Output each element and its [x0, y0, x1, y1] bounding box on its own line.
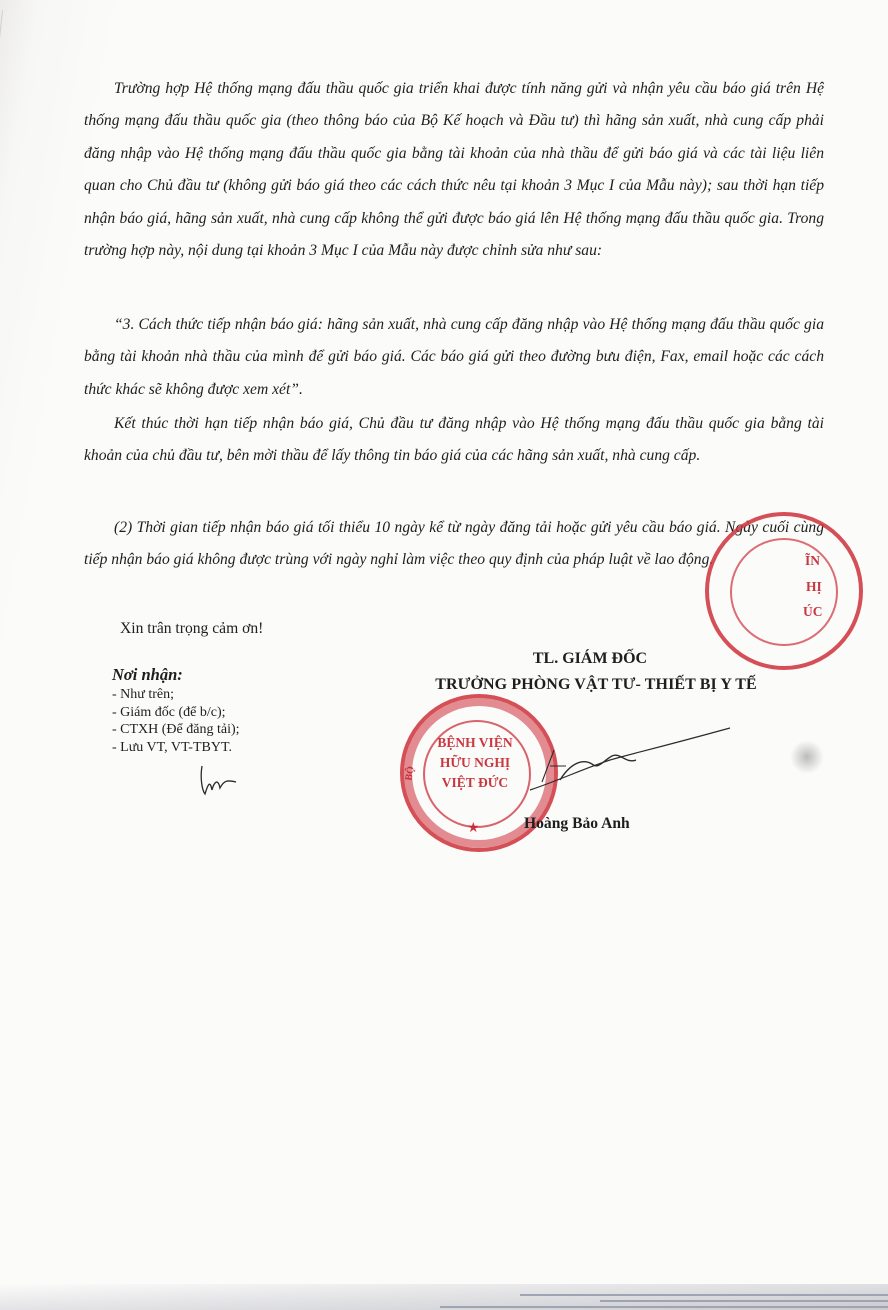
paragraph-quote-method: [84, 309, 824, 406]
hospital-seal-edge-inner-ring: [730, 538, 838, 646]
handwritten-signature: [500, 720, 740, 810]
scan-bottom-edge: [0, 1284, 888, 1310]
seal-side-text: BỘ: [403, 765, 417, 782]
signer-title-line1: TL. GIÁM ĐỐC: [532, 650, 648, 667]
initials-signature: [196, 760, 242, 800]
paragraph-text: “3. Cách thức tiếp nhận báo giá: hãng sản xuất, nhà cung cấp đăng nhập vào Hệ thống mạng đấu thầu quốc gia bằng tài khoản nhà thầu của mình để gửi báo giá. Các báo giá gửi theo đường bưu điện, Fax, email hoặc các cách thức khác sẽ không được xem xét”.: [84, 316, 824, 398]
paragraph-text: (2) Thời gian tiếp nhận báo giá tối thiểu 10 ngày kể từ ngày đăng tải hoặc gửi yêu cầu báo giá. Ngày cuối cùng tiếp nhận báo giá không được trùng với ngày nghỉ làm việc theo quy định của pháp luật về lao động.: [84, 519, 824, 569]
seal-edge-fragment: HỊ: [806, 579, 822, 594]
paragraph-national-bidding-system: [84, 73, 824, 267]
signer-title-line2: TRƯỞNG PHÒNG VẬT TƯ- THIẾT BỊ Y TẾ: [435, 676, 757, 693]
recipient-item: - Lưu VT, VT-TBYT.: [112, 739, 232, 755]
closing-thanks: Xin trân trọng cảm ơn!: [120, 620, 264, 637]
recipient-item: - Như trên;: [112, 687, 175, 702]
paragraph-text: Kết thúc thời hạn tiếp nhận báo giá, Chủ đầu tư đăng nhập vào Hệ thống mạng đấu thầu quốc gia bằng tài khoản của chủ đầu tư, bên mời thầu để lấy thông tin báo giá của các hãng sản xuất, nhà cung cấp.: [84, 415, 824, 465]
recipients-list: [112, 686, 240, 756]
ink-smudge: [790, 740, 824, 774]
seal-edge-fragment: ÚC: [803, 604, 823, 619]
seal-edge-fragment: ĨN: [805, 553, 821, 568]
seal-text-line3: VIỆT ĐỨC: [441, 775, 509, 790]
recipient-item: - Giám đốc (để b/c);: [112, 704, 226, 720]
recipients-heading: Nơi nhận:: [112, 665, 183, 684]
recipients-block: [112, 664, 240, 756]
seal-text-line2: HỮU NGHỊ: [439, 755, 511, 770]
paragraph-text: Trường hợp Hệ thống mạng đấu thầu quốc gia triển khai được tính năng gửi và nhận yêu cầu báo giá trên Hệ thống mạng đấu thầu quốc gia (theo thông báo của Bộ Kế hoạch và Đầu tư) thì hãng sản xuất, nhà cung cấp phải đăng nhập vào Hệ thống mạng đấu thầu quốc gia bằng tài khoản của nhà thầu để gửi báo giá và các tài liệu liên quan cho Chủ đầu tư (không gửi báo giá theo các cách thức nêu tại khoản 3 Mục I của Mẫu này); sau thời hạn tiếp nhận báo giá, hãng sản xuất, nhà cung cấp không thể gửi được báo giá lên Hệ thống mạng đấu thầu quốc gia. Trong trường hợp này, nội dung tại khoản 3 Mục I của Mẫu này được chỉnh sửa như sau:: [84, 80, 824, 260]
recipient-item: - CTXH (Để đăng tải);: [112, 722, 240, 737]
signer-name: Hoàng Bảo Anh: [524, 815, 630, 832]
seal-star-icon: ★: [467, 821, 480, 836]
paragraph-quote-deadline-end: [84, 408, 824, 473]
seal-text-line1: BỆNH VIỆN: [437, 735, 513, 750]
